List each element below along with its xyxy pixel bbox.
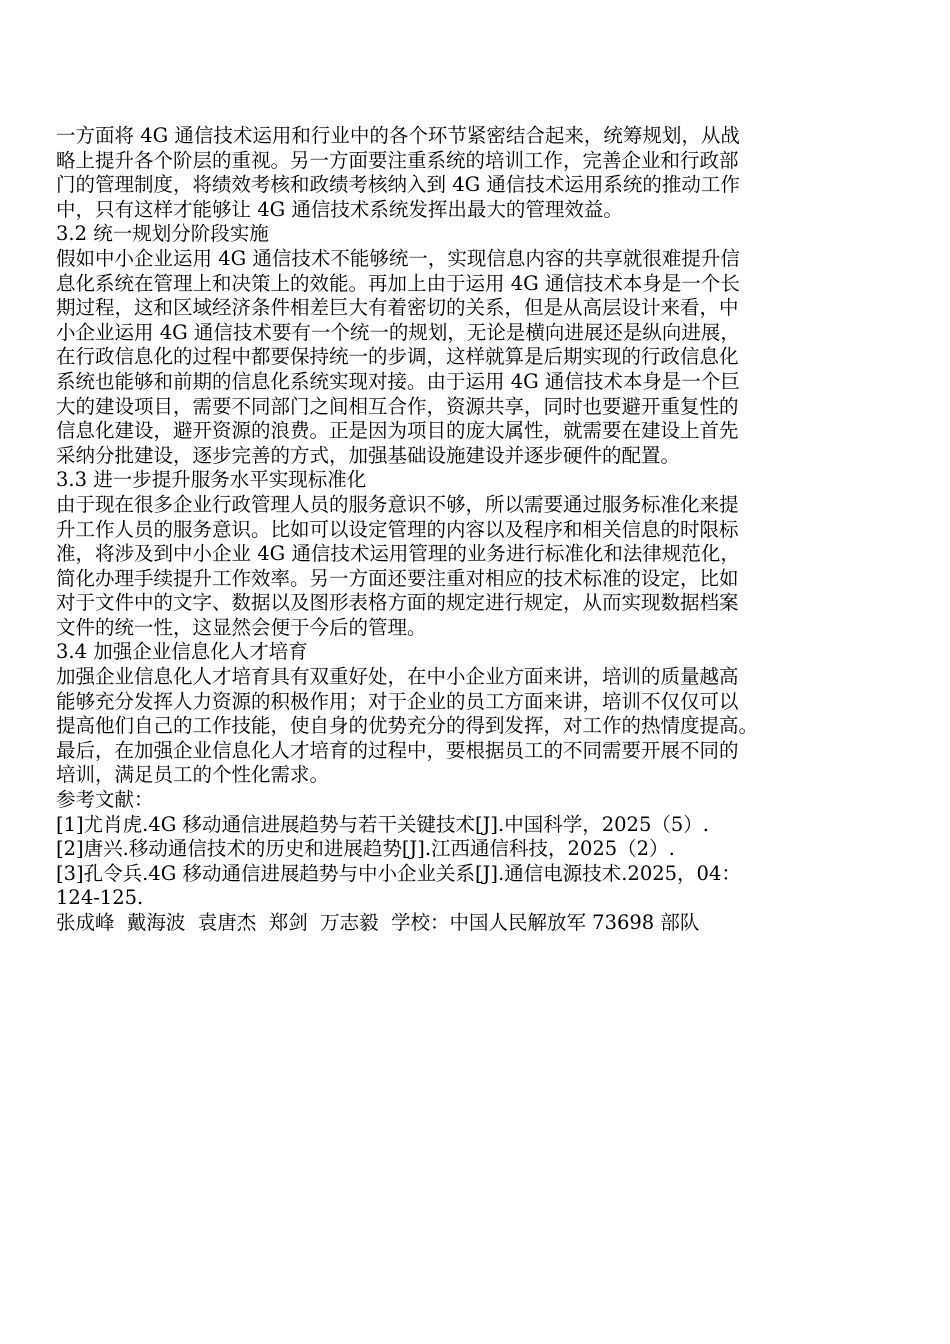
document-page — [56, 124, 924, 936]
section-3-2-body: 假如中小企业运用 4G 通信技术不能够统一，实现信息内容的共享就很难提升信 息化系统在管理上和决策上的效能。再加上由于运用 4G 通信技术本身是一个长 期过程，这和区域经济条件相差巨大有着密切的关系，但是从高层设计来看，中 小企业运用 4G 通信技术要有一个统一的规划，无论是横向进展还是纵向进展， 在行政信息化的过程中都要保持统一的步调，这样就算是后期实现的行政信息化 系统也能够和前期的信息化系统实现对接。由于运用 4G 通信技术本身是一个巨 大的建设项目，需要不同部门之间相互合作，资源共享，同时也要避开重复性的 信息化建设，避开资源的浪费。正是因为项目的庞大属性，就需要在建设上首先 采纳分批建设，逐步完善的方式，加强基础设施建设并逐步硬件的配置。 — [56, 246, 740, 467]
reference-item-1: [1]尤肖虎.4G 移动通信进展趋势与若干关键技术[J].中国科学，2025（5）. — [56, 812, 709, 836]
section-3-2-heading: 3.2 统一规划分阶段实施 — [56, 222, 269, 246]
reference-item-3: [3]孔令兵.4G 移动通信进展趋势与中小企业关系[J].通信电源技术.2025，04： 124-125. — [56, 861, 741, 910]
section-3-3-heading: 3.3 进一步提升服务水平实现标准化 — [56, 468, 367, 492]
section-3-3-body: 由于现在很多企业行政管理人员的服务意识不够，所以需要通过服务标准化来提 升工作人员的服务意识。比如可以设定管理的内容以及程序和相关信息的时限标 准，将涉及到中小企业 4G 通信技术运用管理的业务进行标准化和法律规范化， 简化办理手续提升工作效率。另一方面还要注重对相应的技术标准的设定，比如 对于文件中的文字、数据以及图形表格方面的规定进行规定，从而实现数据档案 文件的统一性，这显然会便于今后的管理。 — [56, 492, 740, 639]
reference-item-2: [2]唐兴.移动通信技术的历史和进展趋势[J].江西通信科技，2025（2）. — [56, 837, 675, 861]
references-heading: 参考文献： — [56, 788, 154, 812]
section-3-4-body: 加强企业信息化人才培育具有双重好处，在中小企业方面来讲，培训的质量越高 能够充分发挥人力资源的积极作用；对于企业的员工方面来讲，培训不仅仅可以 提高他们自己的工作技能，使自身的优势充分的得到发挥，对工作的热情度提高。 最后，在加强企业信息化人才培育的过程中，要根据员工的不同需要开展不同的 培训，满足员工的个性化需求。 — [56, 665, 759, 787]
section-3-4-heading: 3.4 加强企业信息化人才培育 — [56, 640, 308, 664]
authors-line: 张成峰 戴海波 袁唐杰 郑剑 万志毅 学校：中国人民解放军 73698 部队 — [56, 911, 700, 934]
intro-paragraph: 一方面将 4G 通信技术运用和行业中的各个环节紧密结合起来，统筹规划，从战 略上提升各个阶层的重视。另一方面要注重系统的培训工作，完善企业和行政部 门的管理制度，将绩效考核和政绩考核纳入到 4G 通信技术运用系统的推动工作 中，只有这样才能够让 4G 通信技术系统发挥出最大的管理效益。 — [56, 124, 740, 221]
